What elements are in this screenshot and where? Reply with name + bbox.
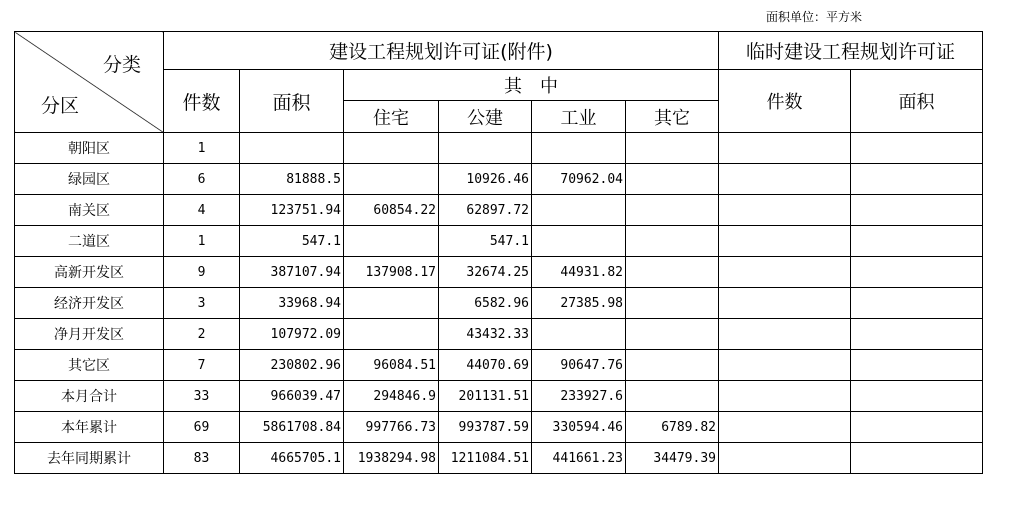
residential-cell: 60854.22	[344, 195, 439, 226]
residential-cell	[344, 319, 439, 350]
table-row	[15, 133, 983, 164]
public-building-cell	[439, 133, 532, 164]
temp-area-cell	[851, 164, 983, 195]
area-cell: 107972.09	[240, 319, 344, 350]
other-cell	[626, 195, 719, 226]
district-cell: 经济开发区	[15, 288, 164, 319]
permit-group-header: 建设工程规划许可证(附件)	[164, 32, 719, 70]
other-cell	[626, 257, 719, 288]
industrial-cell	[532, 226, 626, 257]
residential-cell: 1938294.98	[344, 443, 439, 474]
area-unit-note: 面积单位：平方米	[766, 10, 863, 24]
temp-count-cell	[719, 133, 851, 164]
industrial-cell: 27385.98	[532, 288, 626, 319]
other-cell	[626, 133, 719, 164]
temp-count-cell	[719, 257, 851, 288]
district-cell: 朝阳区	[15, 133, 164, 164]
district-cell: 二道区	[15, 226, 164, 257]
public-building-cell: 62897.72	[439, 195, 532, 226]
area-cell: 5861708.84	[240, 412, 344, 443]
district-cell: 高新开发区	[15, 257, 164, 288]
residential-cell	[344, 226, 439, 257]
temp-area-cell	[851, 443, 983, 474]
temp-count-cell	[719, 412, 851, 443]
table-row	[15, 319, 983, 350]
table-row	[15, 195, 983, 226]
area-header: 面积	[240, 70, 344, 133]
residential-cell	[344, 133, 439, 164]
other-cell	[626, 381, 719, 412]
industrial-cell: 70962.04	[532, 164, 626, 195]
area-cell: 387107.94	[240, 257, 344, 288]
other-cell	[626, 164, 719, 195]
other-cell	[626, 350, 719, 381]
count-cell: 9	[164, 257, 240, 288]
table-row	[15, 226, 983, 257]
area-cell: 81888.5	[240, 164, 344, 195]
temp-count-cell	[719, 195, 851, 226]
temp-area-cell	[851, 381, 983, 412]
public-building-cell: 1211084.51	[439, 443, 532, 474]
count-cell: 1	[164, 133, 240, 164]
district-cell: 净月开发区	[15, 319, 164, 350]
temp-count-header: 件数	[719, 70, 851, 133]
industrial-cell: 441661.23	[532, 443, 626, 474]
table-row	[15, 350, 983, 381]
public-building-header: 公建	[439, 101, 532, 133]
count-cell: 1	[164, 226, 240, 257]
industrial-cell: 44931.82	[532, 257, 626, 288]
count-cell: 83	[164, 443, 240, 474]
table-row	[15, 443, 983, 474]
temp-area-cell	[851, 288, 983, 319]
temp-area-cell	[851, 257, 983, 288]
public-building-cell: 6582.96	[439, 288, 532, 319]
public-building-cell: 993787.59	[439, 412, 532, 443]
public-building-cell: 10926.46	[439, 164, 532, 195]
temp-count-cell	[719, 319, 851, 350]
other-cell	[626, 288, 719, 319]
temp-permit-group-header: 临时建设工程规划许可证	[719, 32, 983, 70]
district-cell: 本年累计	[15, 412, 164, 443]
district-cell: 绿园区	[15, 164, 164, 195]
public-building-cell: 201131.51	[439, 381, 532, 412]
area-cell: 547.1	[240, 226, 344, 257]
residential-cell: 294846.9	[344, 381, 439, 412]
industrial-cell: 233927.6	[532, 381, 626, 412]
category-label: 分类	[102, 54, 141, 76]
count-cell: 4	[164, 195, 240, 226]
temp-count-cell	[719, 226, 851, 257]
industrial-header: 工业	[532, 101, 626, 133]
count-cell: 3	[164, 288, 240, 319]
temp-count-cell	[719, 288, 851, 319]
industrial-cell	[532, 319, 626, 350]
table-row	[15, 288, 983, 319]
count-cell: 2	[164, 319, 240, 350]
district-cell: 南关区	[15, 195, 164, 226]
public-building-cell: 547.1	[439, 226, 532, 257]
area-cell: 230802.96	[240, 350, 344, 381]
area-cell: 123751.94	[240, 195, 344, 226]
residential-cell: 997766.73	[344, 412, 439, 443]
industrial-cell	[532, 195, 626, 226]
residential-cell: 137908.17	[344, 257, 439, 288]
other-cell	[626, 226, 719, 257]
table-row	[15, 381, 983, 412]
temp-count-cell	[719, 381, 851, 412]
district-cell: 其它区	[15, 350, 164, 381]
count-cell: 7	[164, 350, 240, 381]
temp-count-cell	[719, 164, 851, 195]
table-row	[15, 164, 983, 195]
table-row	[15, 257, 983, 288]
area-cell: 4665705.1	[240, 443, 344, 474]
of-which-header: 其 中	[344, 70, 719, 101]
temp-count-cell	[719, 350, 851, 381]
table-row	[15, 412, 983, 443]
industrial-cell	[532, 133, 626, 164]
diagonal-header-cell	[15, 32, 164, 133]
other-cell	[626, 319, 719, 350]
temp-area-cell	[851, 133, 983, 164]
district-cell: 去年同期累计	[15, 443, 164, 474]
area-cell	[240, 133, 344, 164]
area-cell: 33968.94	[240, 288, 344, 319]
residential-cell: 96084.51	[344, 350, 439, 381]
public-building-cell: 44070.69	[439, 350, 532, 381]
temp-area-cell	[851, 412, 983, 443]
count-header: 件数	[164, 70, 240, 133]
count-cell: 6	[164, 164, 240, 195]
public-building-cell: 32674.25	[439, 257, 532, 288]
other-cell: 34479.39	[626, 443, 719, 474]
count-cell: 69	[164, 412, 240, 443]
residential-header: 住宅	[344, 101, 439, 133]
other-header: 其它	[626, 101, 719, 133]
temp-area-cell	[851, 195, 983, 226]
district-label: 分区	[41, 95, 80, 117]
count-cell: 33	[164, 381, 240, 412]
header-row-1	[15, 32, 983, 70]
temp-area-cell	[851, 319, 983, 350]
industrial-cell: 90647.76	[532, 350, 626, 381]
district-cell: 本月合计	[15, 381, 164, 412]
public-building-cell: 43432.33	[439, 319, 532, 350]
other-cell: 6789.82	[626, 412, 719, 443]
permit-statistics-table	[14, 31, 983, 474]
residential-cell	[344, 164, 439, 195]
temp-area-header: 面积	[851, 70, 983, 133]
residential-cell	[344, 288, 439, 319]
temp-area-cell	[851, 226, 983, 257]
industrial-cell: 330594.46	[532, 412, 626, 443]
temp-count-cell	[719, 443, 851, 474]
temp-area-cell	[851, 350, 983, 381]
area-cell: 966039.47	[240, 381, 344, 412]
